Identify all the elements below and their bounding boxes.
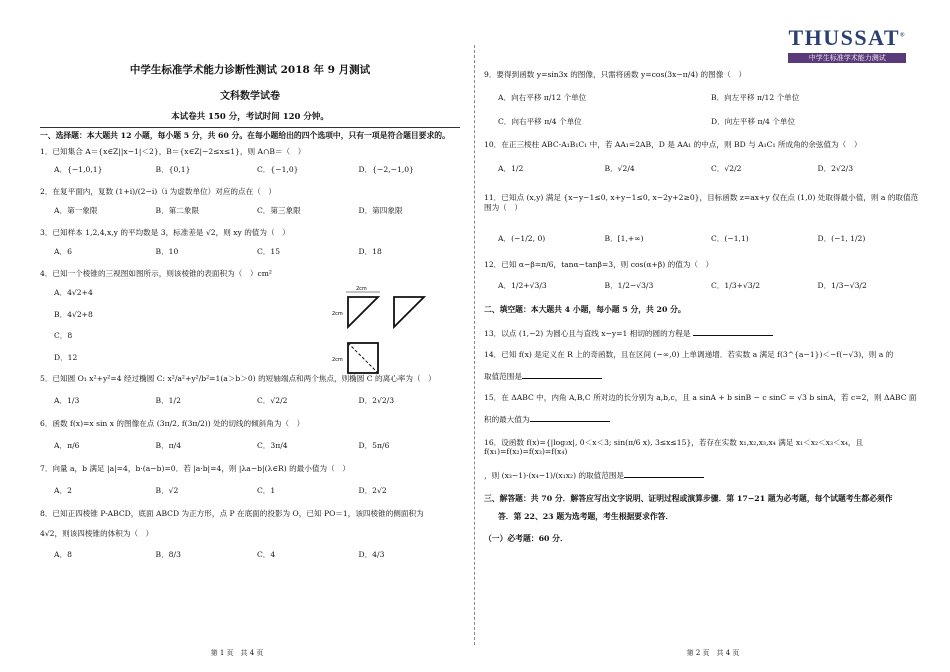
question-10: 10．在正三棱柱 ABC-A₁B₁C₁ 中，若 AA₁=2AB，D 是 AA₁ 的中点，则 BD 与 A₁C₁ 所成角的余弦值为（ ） bbox=[484, 140, 862, 150]
question-5-options bbox=[54, 396, 460, 405]
option: A．6 bbox=[54, 247, 72, 257]
section-answer-line-2: 答．第 22、23 题为选考题，考生根据要求作答． bbox=[498, 512, 674, 522]
option: A．1/3 bbox=[54, 395, 80, 405]
answer-blank[interactable] bbox=[522, 370, 602, 379]
exam-title: 中学生标准学术能力诊断性测试 2018 年 9 月测试 bbox=[129, 64, 371, 76]
front-view-triangle bbox=[348, 297, 378, 327]
option: D．{−2,−1,0} bbox=[358, 165, 414, 175]
question-1-options bbox=[54, 165, 460, 174]
option: C．√2/2 bbox=[257, 395, 288, 405]
question-7-options bbox=[54, 486, 460, 495]
option: B．8/3 bbox=[155, 550, 181, 560]
exam-info: 本试卷共 150 分，考试时间 120 分钟。 bbox=[171, 111, 329, 122]
question-14-line-2: 取值范围是 bbox=[484, 370, 924, 381]
dimension-label-top: 2cm bbox=[356, 286, 367, 292]
option: B．{0,1} bbox=[155, 165, 191, 175]
dimension-label-bottom: 2cm bbox=[332, 357, 343, 363]
question-15-line-2: 积的最大值为 bbox=[484, 413, 924, 424]
question-5: 5．已知圆 O₁ x²+y²=4 经过椭圆 C: x²/a²+y²/b²=1(a＞b＞0) 的短轴端点和两个焦点，则椭圆 C 的离心率为（ ） bbox=[40, 374, 436, 384]
logo-name: THUSSAT® bbox=[788, 25, 906, 50]
question-10-options bbox=[498, 164, 924, 173]
option: C．1 bbox=[257, 485, 276, 495]
option: C．3π/4 bbox=[257, 440, 288, 450]
question-1: 1．已知集合 A＝{x∈Z||x−1|＜2}，B＝{x∈Z|−2≤x≤1}，则 A∩B＝（ ） bbox=[40, 146, 306, 156]
question-2-options bbox=[54, 206, 460, 215]
option: B．√2 bbox=[155, 485, 179, 495]
option: B．第二象限 bbox=[155, 206, 200, 216]
exam-subtitle: 文科数学试卷 bbox=[220, 91, 280, 103]
answer-blank[interactable] bbox=[624, 469, 704, 478]
question-16-line-2: ，则 (x₃−1)·(x₄−1)/(x₁x₂) 的取值范围是 bbox=[484, 469, 924, 480]
question-14-line-1: 14．已知 f(x) 是定义在 R 上的奇函数，且在区间 (−∞,0) 上单调递增．若实数 a 满足 f(3^{a−1})＜−f(−√3)，则 a 的 bbox=[484, 350, 894, 360]
page-2-footer: 第 2 页 共 4 页 bbox=[686, 649, 740, 658]
section-fill-heading: 二、填空题：本大题共 4 小题，每小题 5 分，共 20 分。 bbox=[484, 304, 686, 314]
section-answer-heading bbox=[484, 494, 924, 521]
question-16 bbox=[484, 438, 924, 480]
question-13-text: 13．以点 (1,−2) 为圆心且与直线 x−y=1 相切的圆的方程是 bbox=[484, 328, 691, 338]
option: B．√2/4 bbox=[604, 163, 635, 173]
header-rule bbox=[40, 127, 460, 128]
question-3-options bbox=[54, 247, 460, 256]
option: A．2 bbox=[54, 485, 72, 495]
option: A．1/2 bbox=[498, 163, 524, 173]
three-view-figure bbox=[332, 283, 446, 379]
option: D．第四象限 bbox=[358, 206, 403, 216]
option: C．15 bbox=[257, 247, 281, 257]
question-14 bbox=[484, 350, 924, 381]
option: A．{−1,0,1} bbox=[54, 165, 103, 175]
side-view-triangle bbox=[394, 297, 424, 327]
option: B．[1,+∞) bbox=[604, 234, 644, 244]
option: B．4√2+8 bbox=[54, 309, 93, 319]
question-8 bbox=[40, 509, 460, 538]
option: C．4 bbox=[257, 550, 276, 560]
question-15-line-1: 15．在 ΔABC 中，内角 A,B,C 所对边的长分别为 a,b,c，且 a sinA + b sinB − c sinC = √3 b sinA，若 c=2，则 ΔABC 面 bbox=[484, 393, 917, 403]
option: A．(−1/2, 0) bbox=[498, 234, 546, 244]
page-1-footer: 第 1 页 共 4 页 bbox=[210, 649, 264, 658]
option: D．18 bbox=[358, 247, 382, 257]
question-13 bbox=[484, 327, 924, 338]
answer-blank[interactable] bbox=[530, 413, 610, 422]
option: D．2√2/3 bbox=[817, 163, 854, 173]
question-9: 9．要得到函数 y=sin3x 的图像，只需将函数 y=cos(3x−π/4) 的图像（ ） bbox=[484, 70, 747, 79]
answer-blank[interactable] bbox=[693, 327, 773, 336]
required-subsection: （一）必考题：60 分． bbox=[484, 533, 568, 543]
question-16-line-1: 16．设函数 f(x)={|log₃x|, 0＜x＜3; sin(π/6 x), 3≤x≤15}，若存在实数 x₁,x₂,x₃,x₄ 满足 x₁＜x₂＜x₃＜x₄，且 f(x₁)=f(x₂)=f(x₃)=f(x₄) bbox=[484, 438, 864, 457]
option: C．第三象限 bbox=[257, 206, 301, 216]
dimension-label-side: 2cm bbox=[332, 311, 343, 317]
logo-tagline: 中学生标准学术能力测试 bbox=[788, 53, 906, 64]
option: D．5π/6 bbox=[358, 440, 390, 450]
question-15 bbox=[484, 393, 924, 424]
question-8-line-1: 8．已知正四棱锥 P-ABCD，底面 ABCD 为正方形，点 P 在底面的投影为 O，已知 PO＝1，该四棱锥的侧面积为 bbox=[40, 509, 424, 519]
question-9-options-row2 bbox=[498, 117, 924, 126]
option: D．1/3−√3/2 bbox=[817, 281, 867, 291]
question-9-options-row1 bbox=[498, 93, 924, 102]
option: A．第一象限 bbox=[54, 206, 98, 216]
page-2 bbox=[476, 0, 950, 672]
question-11-options bbox=[498, 234, 924, 243]
page-divider bbox=[474, 45, 475, 645]
option: A．8 bbox=[54, 550, 72, 560]
question-8-line-2: 4√2，则该四棱锥的体积为（ ） bbox=[40, 528, 154, 538]
question-6: 6．函数 f(x)=x sin x 的图像在点 (3π/2, f(3π/2)) 处的切线的倾斜角为（ ） bbox=[40, 419, 305, 429]
option: C．1/3+√3/2 bbox=[711, 281, 761, 291]
option: A．向右平移 π/12 个单位 bbox=[498, 93, 587, 103]
question-12-options bbox=[498, 281, 924, 290]
question-11: 11．已知点 (x,y) 满足 {x−y−1≤0, x+y−1≤0, x−2y+2≥0}，目标函数 z=ax+y 仅在点 (1,0) 处取得最小值，则 a 的取值范围为（ ） bbox=[484, 193, 919, 212]
option: C．(−1,1) bbox=[711, 234, 749, 244]
option: C．8 bbox=[54, 331, 73, 341]
question-8-options bbox=[54, 550, 460, 559]
option: D．2√2 bbox=[358, 485, 387, 495]
option: A．1/2+√3/3 bbox=[498, 281, 547, 291]
option: B．1/2 bbox=[155, 395, 181, 405]
option: C．{−1,0} bbox=[257, 165, 299, 175]
option: C．√2/2 bbox=[711, 163, 742, 173]
question-12: 12．已知 α−β=π/6，tanα−tanβ=3，则 cos(α+β) 的值为（ ） bbox=[484, 259, 714, 269]
option: D．12 bbox=[54, 352, 78, 362]
question-6-options bbox=[54, 441, 460, 450]
option: B．向左平移 π/12 个单位 bbox=[711, 93, 800, 103]
option: C．向右平移 π/4 个单位 bbox=[498, 116, 582, 126]
question-3: 3．已知样本 1,2,4,x,y 的平均数是 3，标准差是 √2，则 xy 的值为（ ） bbox=[40, 227, 290, 237]
section-answer-line-1: 三、解答题：共 70 分．解答应写出文字说明、证明过程或演算步骤．第 17−21 题为必考题，每个试题考生都必须作 bbox=[484, 494, 893, 504]
question-7: 7．向量 a，b 满足 |a|=4，b·(a−b)=0．若 |a·b|=4，则 |λa−b|(λ∈R) 的最小值为（ ） bbox=[40, 464, 350, 474]
option: B．π/4 bbox=[155, 440, 182, 450]
option: B．1/2−√3/3 bbox=[604, 281, 654, 291]
option: A．π/6 bbox=[54, 440, 80, 450]
option: D．4/3 bbox=[358, 550, 385, 560]
section-choice-heading: 一、选择题：本大题共 12 小题，每小题 5 分，共 60 分。在每小题给出的四个选项中，只有一项是符合题目要求的。 bbox=[40, 131, 450, 141]
option: A．4√2+4 bbox=[54, 288, 93, 298]
option: B．10 bbox=[155, 247, 179, 257]
option: D．(−1, 1/2) bbox=[817, 234, 866, 244]
question-2: 2．在复平面内，复数 (1+i)/(2−i)（i 为虚数单位）对应的点在（ ） bbox=[40, 186, 276, 196]
option: D．向左平移 π/4 个单位 bbox=[711, 116, 796, 126]
option: D．2√2/3 bbox=[358, 395, 395, 405]
question-4: 4．已知一个棱锥的三视图如图所示，则该棱锥的表面积为（ ）cm² bbox=[40, 268, 272, 278]
